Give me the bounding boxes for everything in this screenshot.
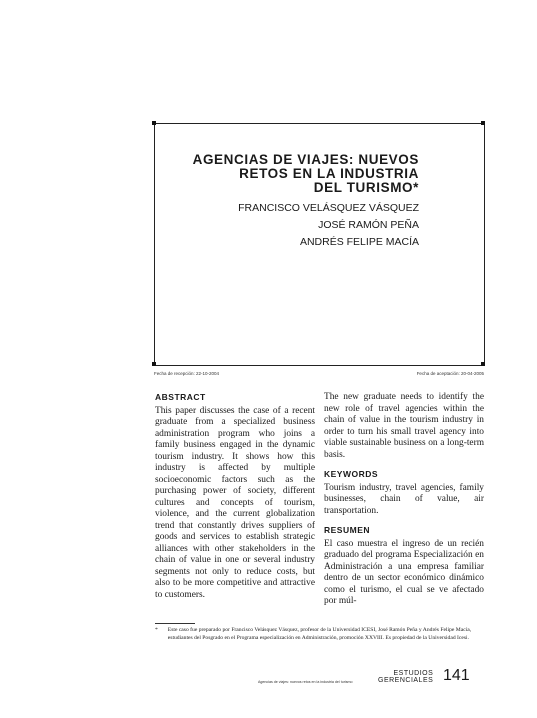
abstract-text: This paper discusses the case of a recent graduate from a specialized business administration program who joins a family business engaged in the dynamic tourism industry. It shows how this industry is affected by multiple socioeconomic factors such as the purchasing power of society, different cultures and concepts of tourism, violence, and the current globalization trend that constantly drives suppliers of goods and services to establish strategic alliances with other stakeholders in the chain of value in one or several industry segments not only to reduce costs, but also to be more competitive and attractive to customers. [155,405,315,600]
resumen-heading: RESUMEN [324,525,371,535]
author-name: ANDRÉS FELIPE MACÍA [299,236,419,248]
page-number: 141 [443,667,470,684]
frame-corner-bottom-right [481,362,485,366]
journal-line: GERENCIALES [378,677,434,684]
author-name: JOSÉ RAMÓN PEÑA [318,219,419,231]
frame-corner-top-right [481,121,485,125]
accepted-date: Fecha de aceptación: 20-04-2005 [416,371,484,376]
abstract-continued: The new graduate needs to identify the new role of travel agencies within the chain of value in the tourism industry in order to turn his small travel agency into viable sustainable business on a long-term basis. [324,392,484,460]
footnote-text: Este caso fue preparado por Francisco Velásquez Vásquez, profesor de la Universidad ICESI, José Ramón Peña y Andrés Felipe Macía, estudiantes del Posgrado en el Programa especialización en Administración, promoción XXVIII. Es propiedad de la Universidad Icesi. [167,627,472,641]
left-column [155,392,315,609]
keywords-text: Tourism industry, travel agencies, family businesses, chain of value, air transportation. [324,482,484,516]
footnote-rule [155,623,195,624]
title-line: RETOS EN LA INDUSTRIA [239,166,419,181]
footnote [155,627,485,642]
frame-corner-bottom-left [152,362,156,366]
journal-name [378,670,433,684]
received-date: Fecha de recepción: 22-10-2004 [154,371,220,376]
date-line [154,371,484,376]
abstract-heading: ABSTRACT [155,392,206,402]
footnote-marker: * [155,627,158,633]
title-line: AGENCIAS DE VIAJES: NUEVOS [192,152,419,167]
author-name: FRANCISCO VELÁSQUEZ VÁSQUEZ [238,202,419,214]
resumen-text: El caso muestra el ingreso de un recién graduado del programa Especialización en Administración a una empresa familiar dentro de un sector económico dinámico como el turismo, el cual se ve afectado por múl- [324,538,484,606]
frame-corner-top-left [152,121,156,125]
running-title: Agencias de viajes: nuevos retos en la industria del turismo [258,680,353,684]
article-title [159,153,419,195]
keywords-heading: KEYWORDS [324,469,379,479]
author-list [159,200,419,251]
right-column [324,392,484,616]
journal-line: ESTUDIOS [393,670,434,677]
title-line: DEL TURISMO* [313,180,419,195]
